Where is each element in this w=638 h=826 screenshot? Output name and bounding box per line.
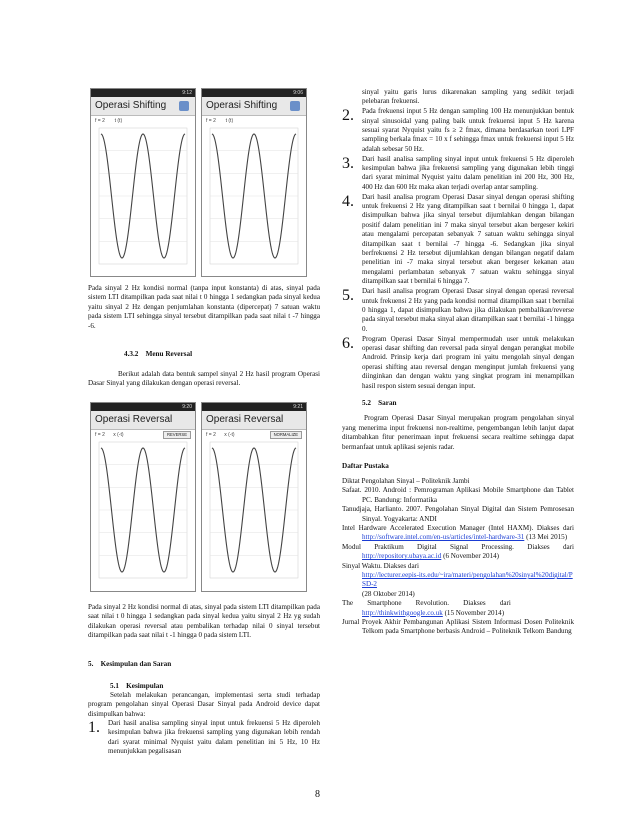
app-title: Operasi Reversal [202,411,306,430]
status-bar: 9:21 [202,403,306,411]
signal-plot [202,440,306,590]
signal-controls: f = 2 x (-t) REVERSE [91,430,195,440]
reference-6: Sinyal Waktu. Diakses dari http://lecturer.eepis-its.edu/~ira/materi/pengolahan%20sinyal%20digital/PSD-2 (28 Oktober 2014) [342,561,573,598]
reference-3: Tanudjaja, Harlianto. 2007. Pengolahan Sinyal Digital dan Sistem Pemrosesan Sinyal. Yogyakarta: ANDI [342,505,574,523]
figure2-caption: Pada sinyal 2 Hz kondisi normal di atas, sinyal pada sistem LTI ditampilkan pada saat nilai t 0 hingga 1 sedangkan pada sinyal kedua yaitu sinyal 2 Hz yg sudah dilakukan operasi reversal atau pembalikan terhadap nilai 0 sinyal tersebut ditampilkan pada saat nilai t -1 hingga 0 pada sistem LTI. [88,603,320,640]
phone-screenshot-shifting-2 [201,88,307,277]
conclusion-item-1-text: Dari hasil analisa sampling sinyal input untuk frekuensi 5 Hz diperoleh kesimpulan bahwa jika frekuensi sampling yang digunakan lebih rendah dari syarat minimal Nyquist yaitu dalam penelitian ini 5 Hz, 10 Hz menunjukkan pegalisasan [108,719,320,756]
figure1-caption: Pada sinyal 2 Hz kondisi normal (tanpa input konstanta) di atas, sinyal pada sistem LTI ditampilkan pada saat nilai t 0 hingga 1 sedangkan pada sinyal kedua yaitu sinyal 2 Hz dengan penjumlahan konstanta (dipercepat) 7 satuan waktu pada sistem LTI sehingga sinyal tersebut ditampilkan pada saat nilai t -7 hingga -6. [88,284,320,330]
saran-text: Program Operasi Dasar Sinyal merupakan program pengolahan sinyal yang menerima input frekuensi non-realtime, pengembangan lebih lanjut dapat ditambahkan fitur penerimaan input frekuensi secara realtime sehingga dapat bermanfaat untuk aplikasi sejenis radar. [342,414,574,451]
app-title: Operasi Reversal [91,411,195,430]
app-icon [290,101,300,111]
reference-4: Intel Hardware Accelerated Execution Manager (Intel HAXM). Diakses dari http://software.intel.com/en-us/articles/intel-hardware-31 (13 Mei 2015) [342,524,574,542]
reference-8: Jurnal Proyek Akhir Pembangunan Aplikasi Sistem Informasi Dosen Politeknik Telkom pada Smartphone berbasis Android – Politeknik Telkom Bandung [342,618,574,636]
reference-5-link[interactable]: http://repository.ubaya.ac.id [362,552,442,561]
section-51-heading: 5.1 Kesimpulan [110,682,164,690]
status-bar: 9:20 [91,403,195,411]
phone-screenshot-reversal-2 [201,402,307,592]
signal-controls: f = 2 t (t) [95,118,123,124]
reference-4-link[interactable]: http://software.intel.com/en-us/articles/intel-hardware-31 [362,533,525,542]
app-icon [179,101,189,111]
item-number: 4. [342,192,354,210]
conclusion-item-6: Program Operasi Dasar Sinyal mempermudah user untuk melakukan operasi dasar shifting dan reversal pada sinyal dengan perangkat mobile Android. Prinsip kerja dari program ini yaitu mengolah sinyal dengan operasi shifting atau reversal dengan menginput jumlah frekuensi yang diinginkan dan dengan waktu yang singkat program ini menampilkan hasil respon sistem sesuai dengan input. [362,334,574,390]
reverse-button[interactable]: REVERSE [163,431,191,439]
reference-2: Safaat. 2010. Android : Pemrograman Aplikasi Mobile Smartphone dan Tablet PC. Bandung: Informatika [342,486,574,504]
phone-screenshot-reversal-1 [90,402,196,592]
signal-plot [91,126,195,276]
reference-7-link[interactable]: http://thinkwithgoogle.co.uk [362,608,443,617]
signal-controls: f = 2 t (t) [206,118,234,124]
section-432-body: Berikut adalah data bentuk sampel sinyal 2 Hz hasil program Operasi Dasar Sinyal yang dilakukan dengan operasi reversal. [88,370,320,388]
conclusion-item-3: Dari hasil analisa sampling sinyal input untuk frekuensi 5 Hz diperoleh kesimpulan bahwa jika frekuensi sampling yang digunakan lebih tinggi dari syarat minimal Nyquist yaitu dalam penelitian ini 200 Hz, 300 Hz, 400 Hz dan 600 Hz maka akan terjadi overlap antar sampling. [362,154,574,191]
section-5-heading: 5. Kesimpulan dan Saran [88,660,172,668]
reference-1: Diktat Pengolahan Sinyal – Politeknik Jambi [342,476,470,485]
app-title: Operasi Shifting [91,97,195,116]
normalize-button[interactable]: NORMALIZE [270,431,302,439]
item-number: 3. [342,154,354,172]
signal-plot [91,440,195,590]
reference-6-link[interactable]: http://lecturer.eepis-its.edu/~ira/materi/pengolahan%20sinyal%20digital/PSD-2 [362,571,573,589]
reference-5: Modul Praktikum Digital Signal Processing. Diakses dari http://repository.ubaya.ac.id (6 November 2014) [342,542,574,561]
section-52-heading: 5.2 Saran [362,399,397,408]
item-number: 5. [342,287,354,305]
status-bar: 9:06 [202,89,306,97]
phone-screenshot-shifting-1 [90,88,196,277]
right-column [342,88,574,637]
reference-7: The Smartphone Revolution. Diakses dari http://thinkwithgoogle.co.uk (15 November 2014) [342,599,511,617]
status-bar: 9:12 [91,89,195,97]
item-number: 2. [342,107,354,125]
conclusion-item-1-continued: sinyal yaitu garis lurus dikarenakan sampling yang sedikit terjadi pelebaran frekuensi. [362,88,574,106]
conclusion-item-2: Pada frekuensi input 5 Hz dengan sampling 100 Hz menunjukkan bentuk sinyal sinusoidal yang paling baik untuk frekuensi input 5 Hz karena sesuai syarat Nyquist yaitu fs ≥ 2 fmax, dimana berdasarkan teori LPF sampling berkala fmax = 10 x f sehingga fmax untuk frekuensi input 5 Hz adalah sebesar 50 Hz. [362,107,574,153]
conclusion-item-1 [88,719,320,757]
signal-plot [202,126,306,276]
signal-controls: f = 2 x (-t) NORMALIZE [202,430,306,440]
app-title: Operasi Shifting [202,97,306,116]
page-number: 8 [315,789,320,800]
item-number: 6. [342,334,354,352]
references-heading: Daftar Pustaka [342,461,389,470]
section-432-heading: 4.3.2 Menu Reversal [124,350,193,358]
conclusion-item-5: Dari hasil analisa program Operasi Dasar sinyal dengan operasi reversal untuk frekuensi 2 Hz yang pada kondisi normal ditampilkan saat t bernilai 0 hingga 1, dapat disimpulkan bahwa jika dilakukan pembalikan/reverse pada sinyal tersebut maka sinyal akan ditampilkan saat t bernilai -1 hingga 0. [362,287,574,333]
conclusion-item-4: Dari hasil analisa program Operasi Dasar sinyal dengan operasi shifting untuk frekuensi 2 Hz yang ditampilkan saat t bernilai 0 hingga 1, dapat disimpulkan bahwa jika sinyal tersebut dijumlahkan dengan bilangan positif dalam penelitian ini 7 maka sinyal tersebut akan bergeser kekiri atau mengalami percepatan sebanyak 7 satuan waktu sehingga sinyal ditampilkan saat t bernilai -7 hingga -6. Sedangkan jika sinyal berfrekuensi 2 Hz tersebut dijumlahkan dengan bilangan negatif dalam penelitian ini -7 maka sinyal tersebut akan bergeser kekanan atau mengalami perlambatan sebanyak 7 satuan waktu sehingga sinyal ditampilkan saat t bernilai 6 hingga 7. [362,192,574,286]
item-number: 1. [88,719,100,736]
conclusion-intro: Setelah melakukan perancangan, implementasi serta studi terhadap program pengolahan sinyal Operasi Dasar Sinyal pada Android device dapat disimpulkan bahwa: [88,691,320,718]
